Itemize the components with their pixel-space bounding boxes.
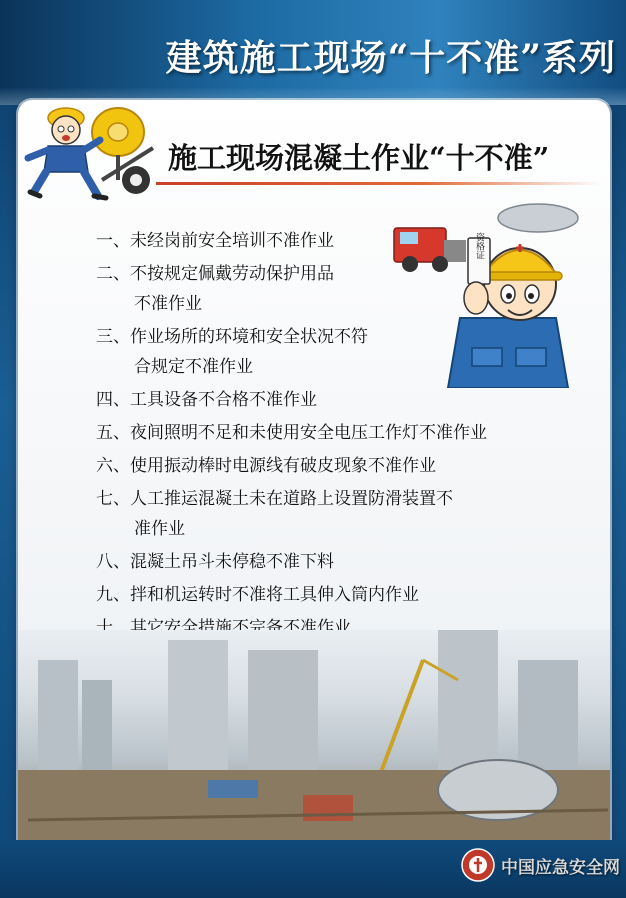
rule-5: 五、夜间照明不足和未使用安全电压工作灯不准作业 <box>96 423 487 443</box>
top-banner <box>0 0 626 105</box>
series-title: 建筑施工现场“十不准”系列 <box>165 37 616 79</box>
watermark-text: 中国应急安全网 <box>501 857 620 878</box>
rule-7: 七、人工推运混凝土未在道路上设置防滑装置不 准作业 <box>96 489 453 539</box>
rule-4: 四、工具设备不合格不准作业 <box>96 390 317 410</box>
rule-8: 八、混凝土吊斗未停稳不准下料 <box>96 552 334 572</box>
rule-9: 九、拌和机运转时不准将工具伸入筒内作业 <box>96 585 419 605</box>
emergency-safety-logo-icon <box>461 848 495 882</box>
heading-underline <box>156 182 601 185</box>
watermark <box>461 848 620 882</box>
rule-2: 二、不按规定佩戴劳动保护用品 不准作业 <box>96 264 334 314</box>
certificate-badge-text: 资格证 <box>474 232 484 260</box>
rule-6: 六、使用振动棒时电源线有破皮现象不准作业 <box>96 456 436 476</box>
poster-heading: 施工现场混凝土作业“十不准” <box>168 141 550 175</box>
cement-mixer-illustration <box>18 100 168 210</box>
rule-3: 三、作业场所的环境和安全状况不符 合规定不准作业 <box>96 327 368 377</box>
construction-site-photo <box>18 630 610 845</box>
content-panel <box>18 100 610 845</box>
rules-list <box>96 226 487 646</box>
rule-1: 一、未经岗前安全培训不准作业 <box>96 231 334 251</box>
rule-10: 十、其它安全措施不完备不准作业 <box>96 618 351 638</box>
